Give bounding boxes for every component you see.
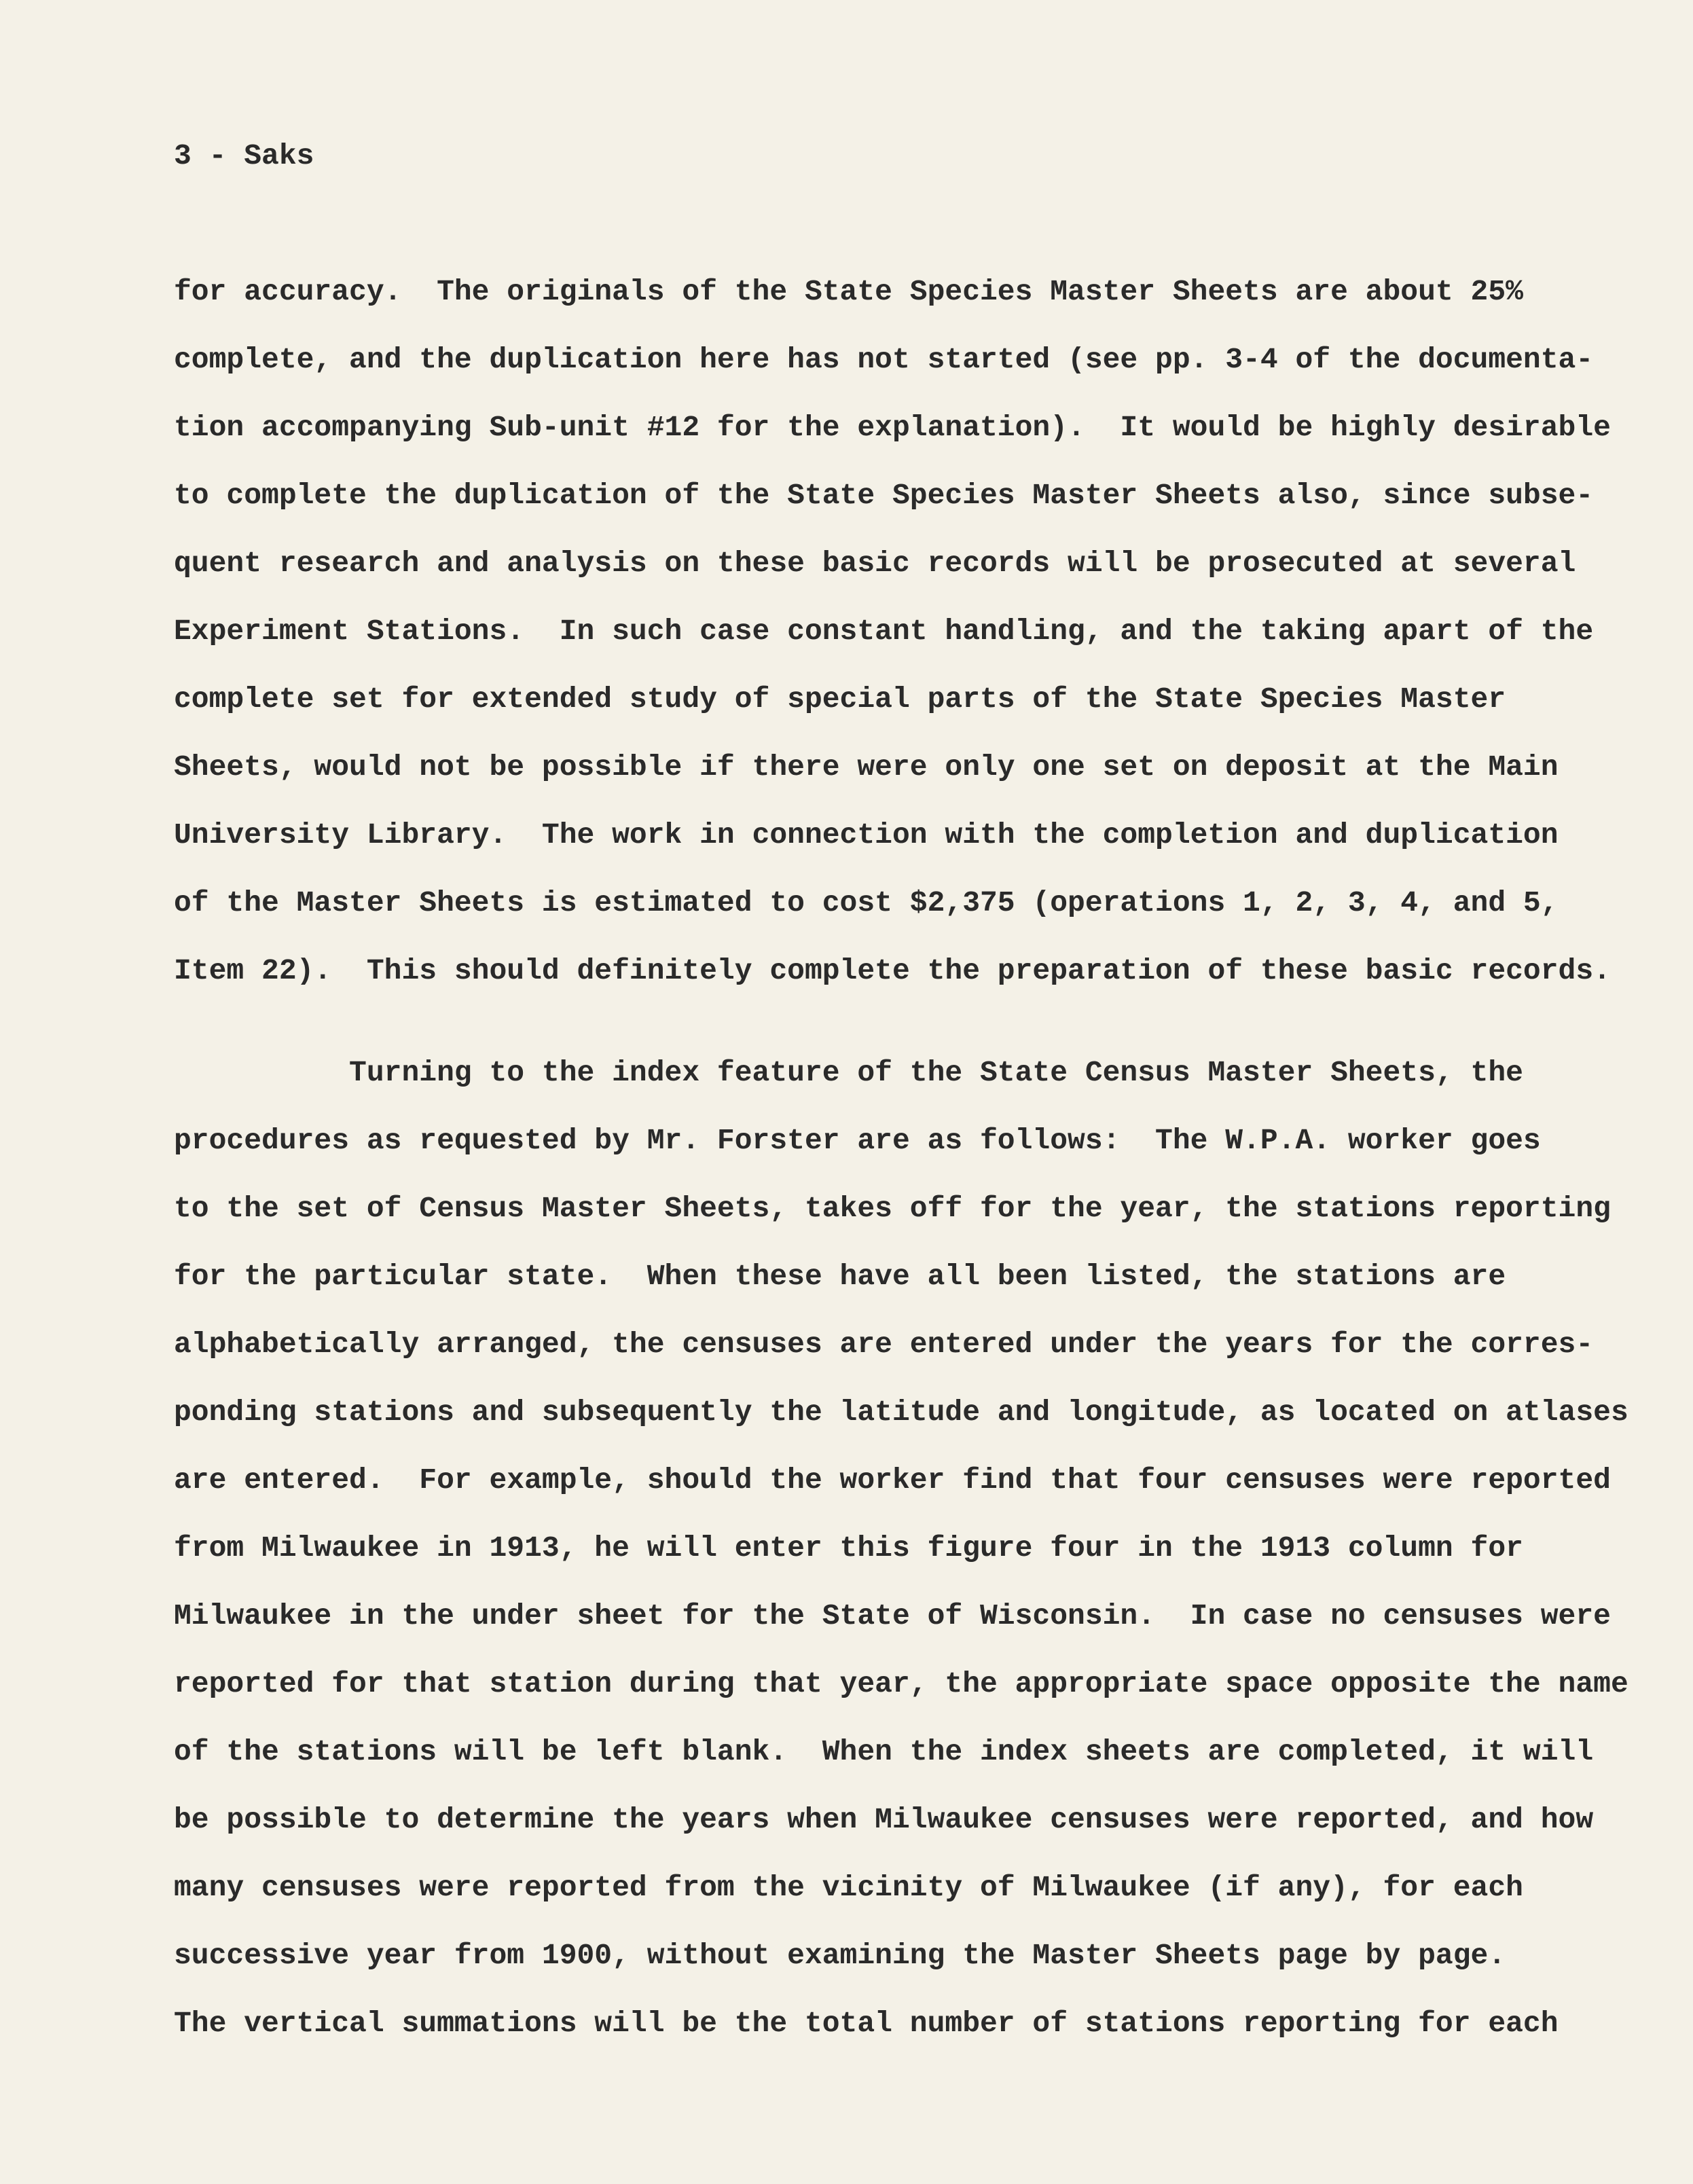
text-line: of the stations will be left blank. When the index sheets are completed, it will bbox=[174, 1735, 1594, 1768]
text-line: of the Master Sheets is estimated to cost $2,375 (operations 1, 2, 3, 4, and 5, bbox=[174, 886, 1559, 920]
paragraph-2 bbox=[174, 1039, 1627, 2058]
text-line: Turning to the index feature of the State Census Master Sheets, the bbox=[174, 1056, 1523, 1089]
text-line: for accuracy. The originals of the State Species Master Sheets are about 25% bbox=[174, 275, 1523, 308]
text-line: be possible to determine the years when Milwaukee censuses were reported, and how bbox=[174, 1803, 1594, 1836]
text-line: reported for that station during that year, the appropriate space opposite the name bbox=[174, 1667, 1628, 1700]
text-line: for the particular state. When these have all been listed, the stations are bbox=[174, 1260, 1506, 1293]
text-line: complete, and the duplication here has not started (see pp. 3-4 of the documenta- bbox=[174, 343, 1594, 376]
text-line: to complete the duplication of the State Species Master Sheets also, since subse- bbox=[174, 479, 1594, 512]
text-line: complete set for extended study of special parts of the State Species Master bbox=[174, 682, 1506, 716]
text-line: successive year from 1900, without examining the Master Sheets page by page. bbox=[174, 1939, 1506, 1972]
text-line: University Library. The work in connection with the completion and duplication bbox=[174, 818, 1559, 852]
paragraph-1 bbox=[174, 258, 1627, 1005]
text-line: Item 22). This should definitely complete the preparation of these basic records. bbox=[174, 954, 1611, 987]
text-line: ponding stations and subsequently the latitude and longitude, as located on atlases bbox=[174, 1396, 1628, 1429]
text-line: procedures as requested by Mr. Forster are as follows: The W.P.A. worker goes bbox=[174, 1124, 1541, 1157]
text-line: Experiment Stations. In such case constant handling, and the taking apart of the bbox=[174, 615, 1594, 648]
text-line: tion accompanying Sub-unit #12 for the explanation). It would be highly desirable bbox=[174, 411, 1611, 444]
text-line: alphabetically arranged, the censuses are entered under the years for the corres- bbox=[174, 1328, 1594, 1361]
text-line: from Milwaukee in 1913, he will enter this figure four in the 1913 column for bbox=[174, 1531, 1523, 1565]
text-line: many censuses were reported from the vicinity of Milwaukee (if any), for each bbox=[174, 1871, 1523, 1904]
text-line: Milwaukee in the under sheet for the State of Wisconsin. In case no censuses were bbox=[174, 1599, 1611, 1633]
text-line: quent research and analysis on these basic records will be prosecuted at several bbox=[174, 547, 1576, 580]
text-line: Sheets, would not be possible if there were only one set on deposit at the Main bbox=[174, 750, 1559, 784]
page-header: 3 - Saks bbox=[174, 139, 314, 172]
text-line: are entered. For example, should the worker find that four censuses were reported bbox=[174, 1463, 1611, 1497]
text-line: to the set of Census Master Sheets, takes off for the year, the stations reporting bbox=[174, 1192, 1611, 1225]
text-line: The vertical summations will be the total number of stations reporting for each bbox=[174, 2007, 1559, 2040]
